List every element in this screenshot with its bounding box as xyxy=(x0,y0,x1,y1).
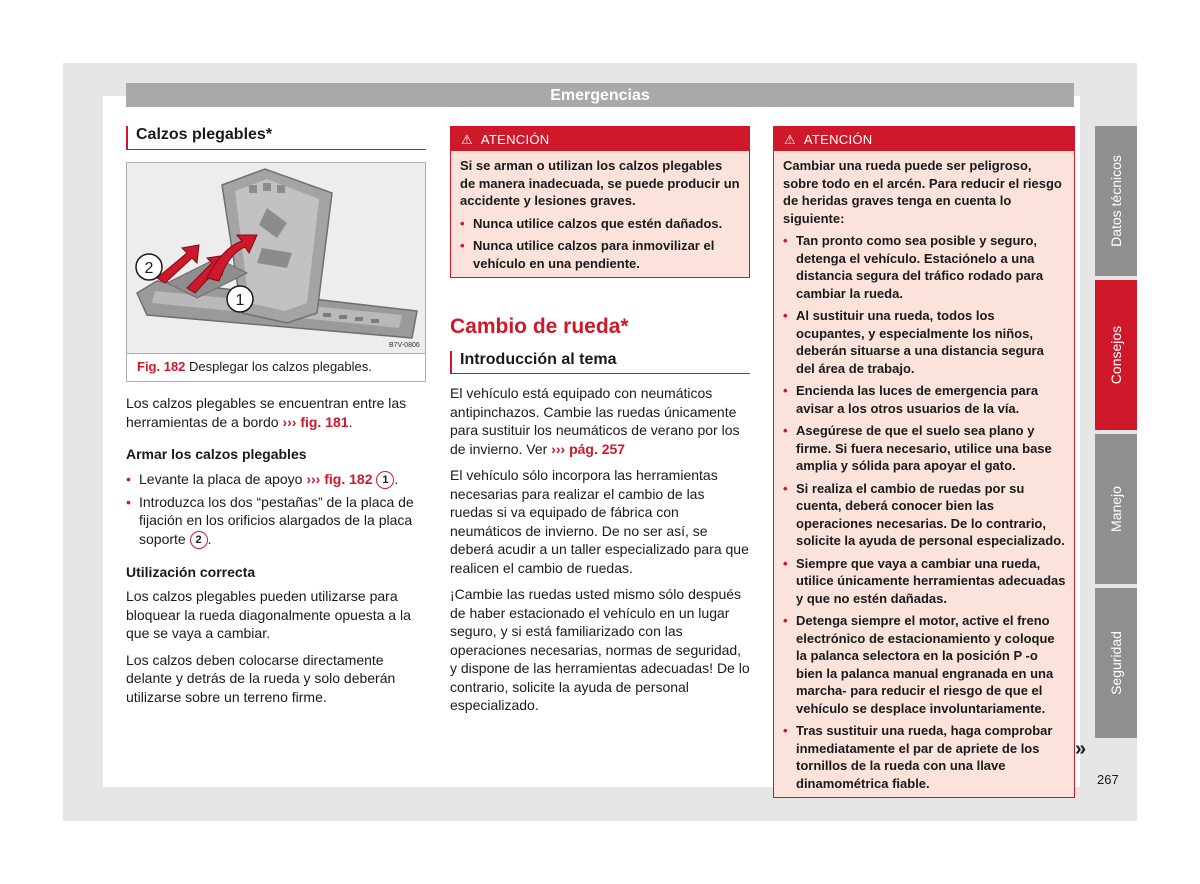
continue-mark: » xyxy=(1075,738,1087,760)
column-2 xyxy=(450,126,750,715)
warning-header: ⚠ ATENCIÓN xyxy=(774,127,1074,151)
warning-triangle-icon: ⚠ xyxy=(461,132,473,147)
chapter-header: Emergencias xyxy=(126,83,1074,107)
figure-label: Fig. 182 xyxy=(137,358,186,374)
figure-caption xyxy=(127,354,425,382)
callout-ref-1: 1 xyxy=(376,471,394,489)
column-1 xyxy=(126,126,426,706)
warning-item: • Siempre que vaya a cambiar una rueda, utilice únicamente herramientas adecuadas y que no estén dañadas. xyxy=(783,555,1066,608)
warning-item: • Tan pronto como sea posible y seguro, detenga el vehículo. Estaciónelo a una distancia segura del tráfico rodado para cambiar la rueda. xyxy=(783,232,1066,302)
warning-item: • Nunca utilice calzos para inmovilizar el vehículo en una pendiente. xyxy=(460,237,741,272)
subheading-utilizacion: Utilización correcta xyxy=(126,563,256,580)
paragraph: El vehículo sólo incorpora las herramientas necesarias para realizar el cambio de las ruedas si va equipado de fábrica con neumáticos de invierno. De no ser así, se deberá acudir a un taller especializado para que realicen el cambio de ruedas. xyxy=(450,467,749,576)
warning-item: • Nunca utilice calzos que estén dañados. xyxy=(460,215,741,233)
page-257-link[interactable]: ››› pág. 257 xyxy=(551,440,626,457)
warning-item: • Asegúrese de que el suelo sea plano y firme. Si fuera necesario, utilice una base amplia y sólida para apoyar el gato. xyxy=(783,422,1066,475)
side-tab-manejo[interactable]: Manejo xyxy=(1095,434,1137,584)
callout-2: 2 xyxy=(144,259,154,277)
page-number: 267 xyxy=(1097,772,1119,787)
warning-box xyxy=(773,126,1075,798)
warning-header: ⚠ ATENCIÓN xyxy=(451,127,749,151)
intro-paragraph: Los calzos plegables se encuentran entre las herramientas de a bordo ››› fig. 181. xyxy=(126,395,407,430)
figure-caption-text: Desplegar los calzos plegables. xyxy=(189,358,372,374)
warning-intro: Cambiar una rueda puede ser peligroso, sobre todo en el arcén. Para reducir el riesgo de heridas graves tenga en cuenta lo siguiente: xyxy=(783,158,1062,226)
warning-item: • Encienda las luces de emergencia para avisar a los otros usuarios de la vía. xyxy=(783,382,1066,417)
paragraph: El vehículo está equipado con neumáticos antipinchazos. Cambie las ruedas únicamente para sustituir los neumáticos de verano por los de invierno. Ver ››› pág. 257 xyxy=(450,385,740,457)
warning-box xyxy=(450,126,750,278)
figure-image xyxy=(127,163,425,354)
section-title: Introducción al tema xyxy=(450,351,750,375)
warning-item: • Detenga siempre el motor, active el freno electrónico de estacionamiento y coloque la palanca selectora en la posición P -o bien la palanca manual engranada en una marcha- para reducir el riesgo de que el vehículo se desplace involuntariamente. xyxy=(783,612,1066,717)
figure-code: B7V-0806 xyxy=(389,341,420,349)
warning-triangle-icon: ⚠ xyxy=(784,132,796,147)
page-frame-left xyxy=(63,63,103,821)
list-item: • Introduzca los dos “pestañas” de la placa de fijación en los orificios alargados de la placa soporte 2 . xyxy=(126,493,426,549)
fig-181-link[interactable]: ››› fig. 181 xyxy=(282,413,349,430)
warning-item: • Si realiza el cambio de ruedas por su cuenta, deberá conocer bien las operaciones necesarias. De lo contrario, solicite la ayuda de personal especializado. xyxy=(783,480,1066,550)
list-item: • Levante la placa de apoyo ››› fig. 182 1 . xyxy=(126,470,426,489)
paragraph: Los calzos deben colocarse directamente delante y detrás de la rueda y solo deberán utilizarse sobre un terreno firme. xyxy=(126,651,396,705)
paragraph: ¡Cambie las ruedas usted mismo sólo después de haber estacionado el vehículo en un lugar seguro, y si está familiarizado con las operaciones necesarias, normas de seguridad, y dispone de las herramientas adecuadas! De lo contrario, solicite la ayuda de personal especializado. xyxy=(450,586,750,713)
callout-ref-2: 2 xyxy=(190,531,208,549)
side-tab-seguridad[interactable]: Seguridad xyxy=(1095,588,1137,738)
subheading-armar: Armar los calzos plegables xyxy=(126,446,307,462)
section-title: Calzos plegables* xyxy=(126,126,426,150)
warning-item: • Tras sustituir una rueda, haga comprobar inmediatamente el par de apriete de los tornillos de la rueda con una llave dinamométrica fiable. xyxy=(783,722,1066,792)
callout-1: 1 xyxy=(235,291,245,309)
warning-intro: Si se arman o utilizan los calzos plegables de manera inadecuada, se puede producir un accidente y lesiones graves. xyxy=(460,158,740,208)
side-tab-datos-tecnicos[interactable]: Datos técnicos xyxy=(1095,126,1137,276)
paragraph: Los calzos plegables pueden utilizarse para bloquear la rueda diagonalmente opuesta a la que se vaya a cambiar. xyxy=(126,588,411,641)
column-3 xyxy=(773,126,1075,798)
fig-182-link[interactable]: ››› fig. 182 xyxy=(306,470,373,487)
chapter-title: Cambio de rueda* xyxy=(450,315,629,338)
wheel-chock-illustration xyxy=(127,163,425,353)
warning-item: • Al sustituir una rueda, todos los ocupantes, y especialmente los niños, deberán situarse a una distancia segura del área de trabajo. xyxy=(783,307,1066,377)
side-tab-consejos[interactable]: Consejos xyxy=(1095,280,1137,430)
figure-182 xyxy=(126,162,426,383)
